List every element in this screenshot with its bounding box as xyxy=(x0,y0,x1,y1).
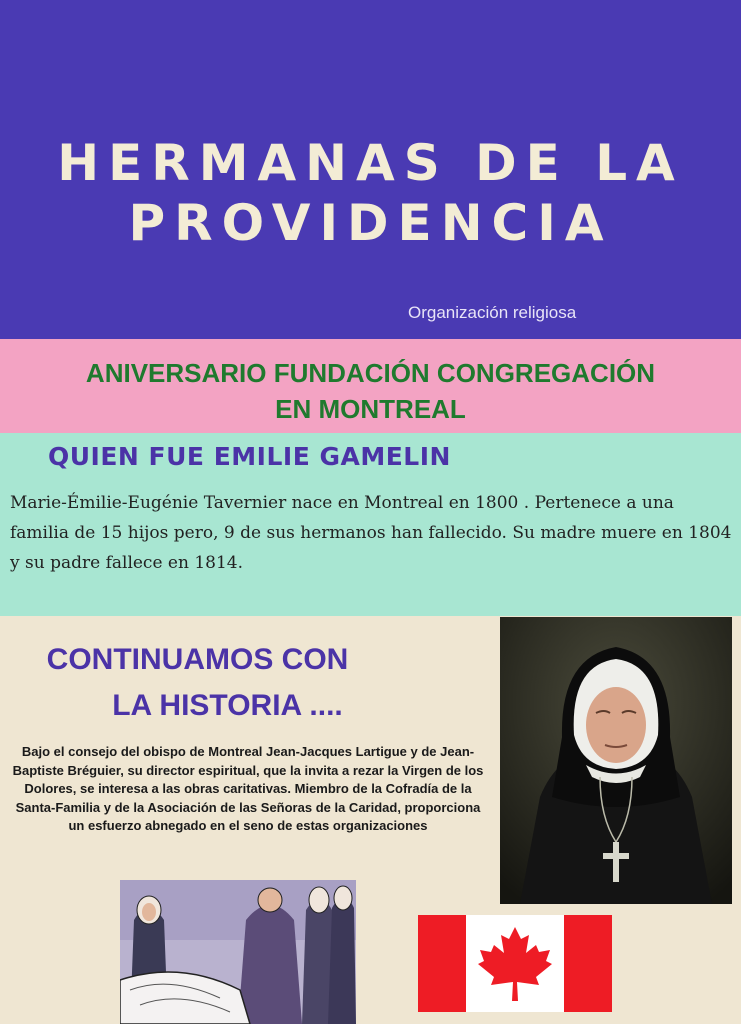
anniversary-line-1: ANIVERSARIO FUNDACIÓN CONGREGACIÓN xyxy=(85,358,656,388)
who-heading: QUIEN FUE EMILIE GAMELIN xyxy=(48,442,451,471)
title-line-2: PROVIDENCIA xyxy=(128,194,613,252)
continue-paragraph: Bajo el consejo del obispo de Montreal Jean-Jacques Lartigue y de Jean-Baptiste Bréguier, su director espiritual, que la invita a rezar la Virgen de los Dolores, se interesa a las obras caritativas. Miembro de la Cofradía de la Santa-Familia y de la Asociación de las Señoras de la Caridad, proporciona un esfuerzo abnegado en el seno de estas organizaciones xyxy=(12,744,484,833)
subtitle: Organización religiosa xyxy=(408,303,577,322)
sketch-image xyxy=(120,880,356,1024)
anniversary-heading xyxy=(0,355,741,427)
title-line-1: HERMANAS DE LA xyxy=(57,134,684,192)
canada-flag-icon xyxy=(418,915,612,1012)
continue-heading xyxy=(0,637,395,729)
continue-heading-line-2: LA HISTORIA .... xyxy=(112,689,343,722)
anniversary-line-2: EN MONTREAL xyxy=(275,394,466,424)
portrait-image xyxy=(500,617,732,904)
page-title xyxy=(0,133,741,253)
header-band xyxy=(0,0,741,339)
continue-heading-line-1: CONTINUAMOS CON xyxy=(46,643,349,676)
who-paragraph: Marie-Émilie-Eugénie Tavernier nace en Montreal en 1800 . Pertenece a una familia de 15 hijos pero, 9 de sus hermanos han fallecido. Su madre muere en 1804 y su padre fallece en 1814. xyxy=(10,493,732,573)
